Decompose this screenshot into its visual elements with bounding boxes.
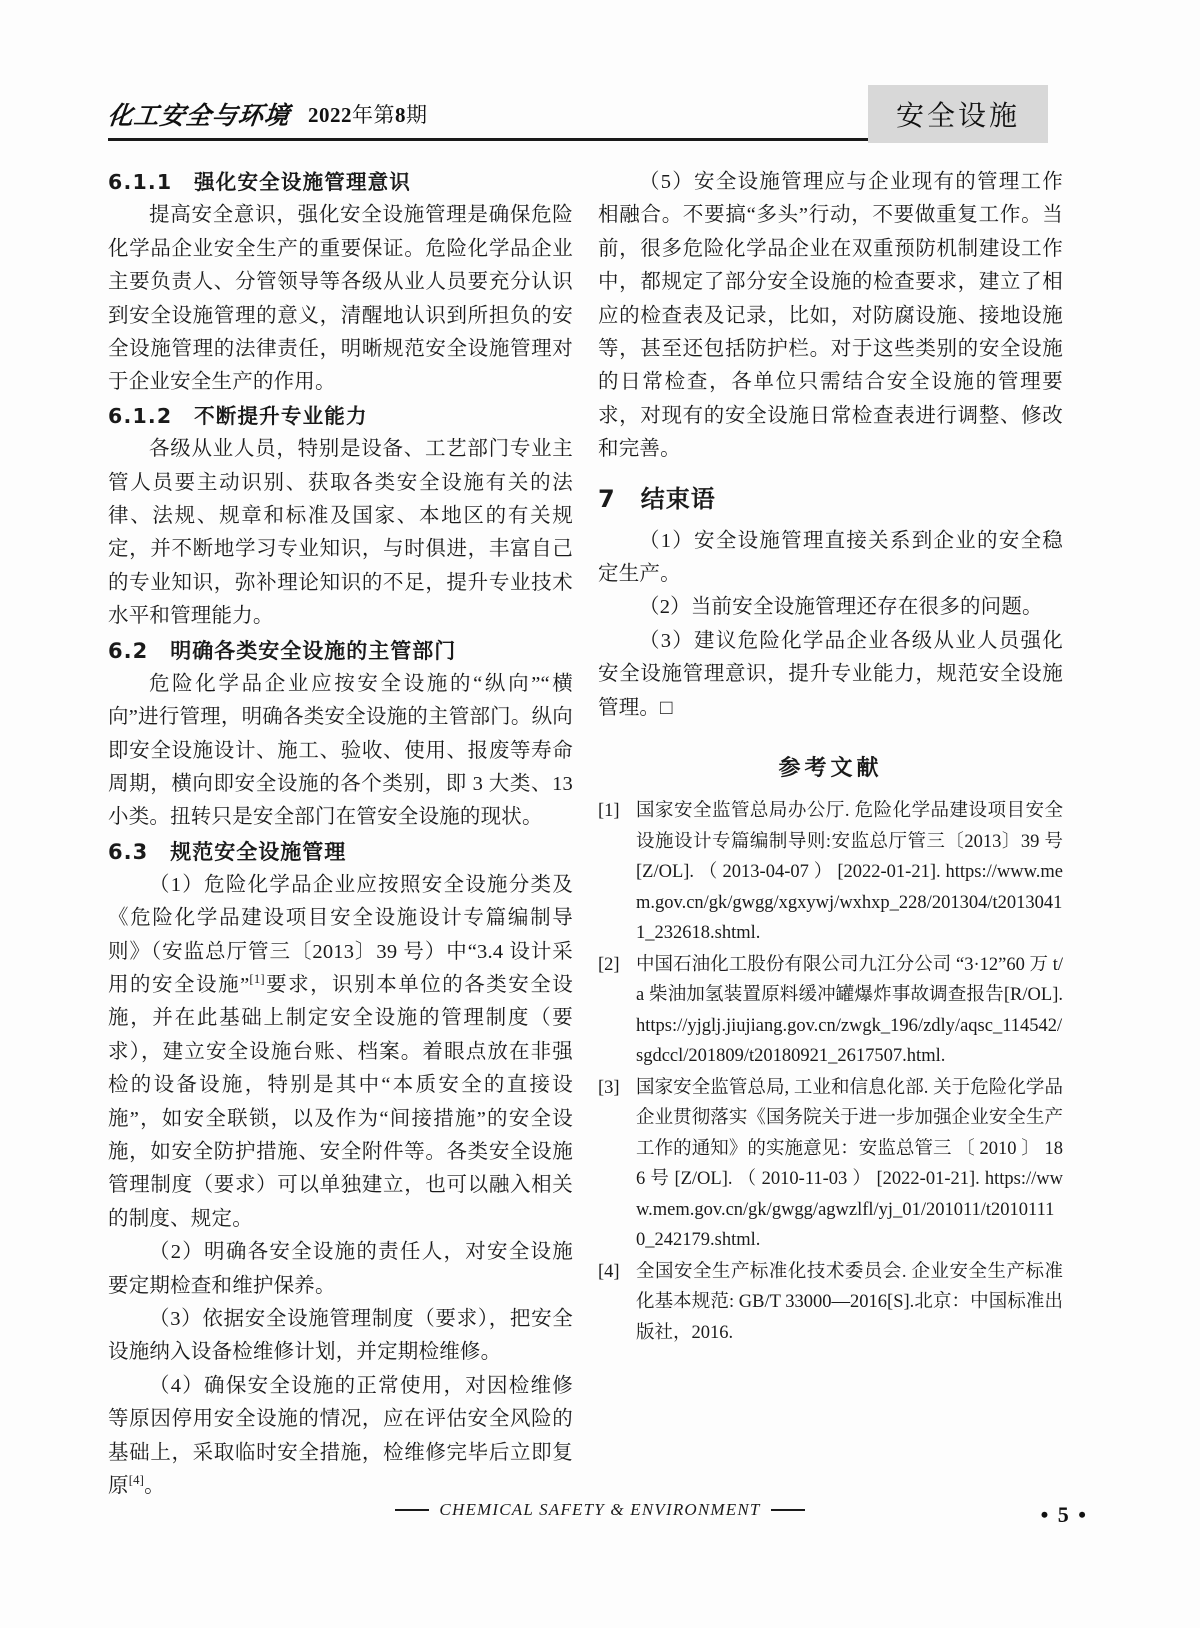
reference-item bbox=[598, 1073, 1063, 1256]
reference-text: 全国安全生产标准化技术委员会. 企业安全生产标准化基本规范: GB/T 33000—2016[S].北京：中国标准出版社，2016. bbox=[636, 1261, 1063, 1343]
paragraph-6-2: 危险化学品企业应按安全设施的“纵向”“横向”进行管理，明确各类安全设施的主管部门。纵向即安全设施设计、施工、验收、使用、报废等寿命周期，横向即安全设施的各个类别，即 3 大类、13 小类。扭转只是安全部门在管安全设施的现状。 bbox=[108, 672, 573, 829]
footer-dash-left bbox=[395, 1509, 429, 1511]
paragraph-6-1-1: 提高安全意识，强化安全设施管理是确保危险化学品企业安全生产的重要保证。危险化学品企业主要负责人、分管领导等各级从业人员要充分认识到安全设施管理的意义，清醒地认识到所担负的安全设施管理的法律责任，明晰规范安全设施管理对于企业安全生产的作用。 bbox=[108, 204, 573, 394]
issue-text-1: 年第 bbox=[352, 103, 395, 127]
paragraph-7-item-2: （2）当前安全设施管理还存在很多的问题。 bbox=[639, 596, 1043, 619]
heading-6-3: 6.3 规范安全设施管理 bbox=[108, 839, 347, 864]
paragraph-6-3-item-4-part-b: 。 bbox=[144, 1475, 165, 1498]
left-column bbox=[108, 166, 573, 1503]
references-title: 参考文献 bbox=[778, 756, 883, 782]
reference-item bbox=[598, 950, 1063, 1072]
issue-line bbox=[308, 99, 428, 129]
heading-7-conclusion: 7 结束语 bbox=[598, 484, 716, 513]
footer-journal-name bbox=[395, 1500, 804, 1520]
issue-text-2: 期 bbox=[406, 103, 428, 127]
issue-number: 8 bbox=[395, 103, 406, 127]
reference-item bbox=[598, 1257, 1063, 1349]
reference-number: [2] bbox=[598, 954, 620, 975]
issue-year: 2022 bbox=[308, 103, 352, 127]
page-footer bbox=[0, 1498, 1200, 1520]
paragraph-6-3-item-4 bbox=[108, 1370, 573, 1504]
paragraph-7-item-1: （1）安全设施管理直接关系到企业的安全稳定生产。 bbox=[598, 529, 1063, 586]
right-column bbox=[598, 166, 1063, 1349]
header-divider bbox=[108, 138, 983, 141]
reference-text: 国家安全监管总局办公厅. 危险化学品建设项目安全设施设计专篇编制导则:安监总厅管三〔2013〕39 号 [Z/OL]. （ 2013-04-07 ） [2022-01-21]. https://www.mem.gov.cn/gk/gwgg/xgxywj/wxhxp_228/201304/t20130411_232618.shtml. bbox=[636, 801, 1063, 944]
footer-journal-label: CHEMICAL SAFETY & ENVIRONMENT bbox=[439, 1500, 761, 1519]
paragraph-6-3-item-1 bbox=[108, 869, 573, 1236]
paragraph-6-3-item-3: （3）依据安全设施管理制度（要求），把安全设施纳入设备检维修计划，并定期检维修。 bbox=[108, 1308, 573, 1364]
citation-ref-4: [4] bbox=[128, 1473, 145, 1488]
heading-6-1-1: 6.1.1 强化安全设施管理意识 bbox=[108, 170, 412, 194]
heading-6-1-2: 6.1.2 不断提升专业能力 bbox=[108, 403, 368, 428]
reference-item bbox=[598, 796, 1063, 949]
paragraph-6-3-item-4-part-a: （4）确保安全设施的正常使用，对因检维修等原因停用安全设施的情况，应在评估安全风险的基础上，采取临时安全措施，检维修完毕后立即复原 bbox=[108, 1374, 573, 1498]
paragraph-6-3-item-5: （5）安全设施管理应与企业现有的管理工作相融合。不要搞“多头”行动，不要做重复工作。当前，很多危险化学品企业在双重预防机制建设工作中，都规定了部分安全设施的检查要求，建立了相应的检查表及记录，比如，对防腐设施、接地设施等，甚至还包括防护栏。对于这些类别的安全设施的日常检查，各单位只需结合安全设施的管理要求，对现有的安全设施日常检查表进行调整、修改和完善。 bbox=[598, 171, 1063, 461]
paragraph-6-3-item-2: （2）明确各安全设施的责任人，对安全设施要定期检查和维护保养。 bbox=[108, 1241, 573, 1297]
paragraph-6-3-item-1-part-a: （1）危险化学品企业应按照安全设施分类及《危险化学品建设项目安全设施设计专篇编制导则》（安监总厅管三〔2013〕39 号）中“3.4 设计采用的安全设施” bbox=[108, 873, 573, 996]
reference-text: 中国石油化工股份有限公司九江分公司 “3·12”60 万 t/a 柴油加氢装置原料缓冲罐爆炸事故调查报告[R/OL]. https://yjglj.jiujiang.gov.cn/zwgk_196/zdly/aqsc_114542/sgdccl/201809/t20180921_2617507.html. bbox=[636, 954, 1063, 1067]
heading-6-2: 6.2 明确各类安全设施的主管部门 bbox=[108, 638, 457, 663]
reference-text: 国家安全监管总局, 工业和信息化部. 关于危险化学品企业贯彻落实《国务院关于进一步加强企业安全生产工作的通知》的实施意见：安监总管三 〔 2010 〕 186 号 [Z/OL]. （ 2010-11-03 ） [2022-01-21]. https://www.mem.gov.cn/gk/gwgg/agwzlfl/yj_01/201011/t20101110_242179.shtml. bbox=[636, 1077, 1063, 1251]
section-tab-label: 安全设施 bbox=[895, 99, 1020, 132]
footer-dash-right bbox=[771, 1509, 805, 1511]
reference-number: [4] bbox=[598, 1261, 620, 1282]
reference-number: [3] bbox=[598, 1077, 620, 1098]
page-number: • 5 • bbox=[1040, 1502, 1088, 1527]
reference-number: [1] bbox=[598, 801, 620, 822]
citation-ref-1: [1] bbox=[249, 972, 265, 987]
paragraph-6-3-item-1-part-b: 要求，识别本单位的各类安全设施，并在此基础上制定安全设施的管理制度（要求），建立安全设施台账、档案。着眼点放在非强检的设备设施，特别是其中“本质安全的直接设施”，如安全联锁，以及作为“间接措施”的安全设施，如安全防护措施、安全附件等。各类安全设施管理制度（要求）可以单独建立，也可以融入相关的制度、规定。 bbox=[108, 973, 573, 1230]
paragraph-6-1-2: 各级从业人员，特别是设备、工艺部门专业主管人员要主动识别、获取各类安全设施有关的法律、法规、规章和标准及国家、本地区的有关规定，并不断地学习专业知识，与时俱进，丰富自己的专业知识，弥补理论知识的不足，提升专业技术水平和管理能力。 bbox=[108, 438, 573, 628]
paragraph-7-item-3: （3）建议危险化学品企业各级从业人员强化安全设施管理意识，提升专业能力，规范安全设施管理。□ bbox=[598, 629, 1063, 719]
journal-title: 化工安全与环境 bbox=[106, 103, 292, 130]
section-tab bbox=[868, 85, 1048, 143]
